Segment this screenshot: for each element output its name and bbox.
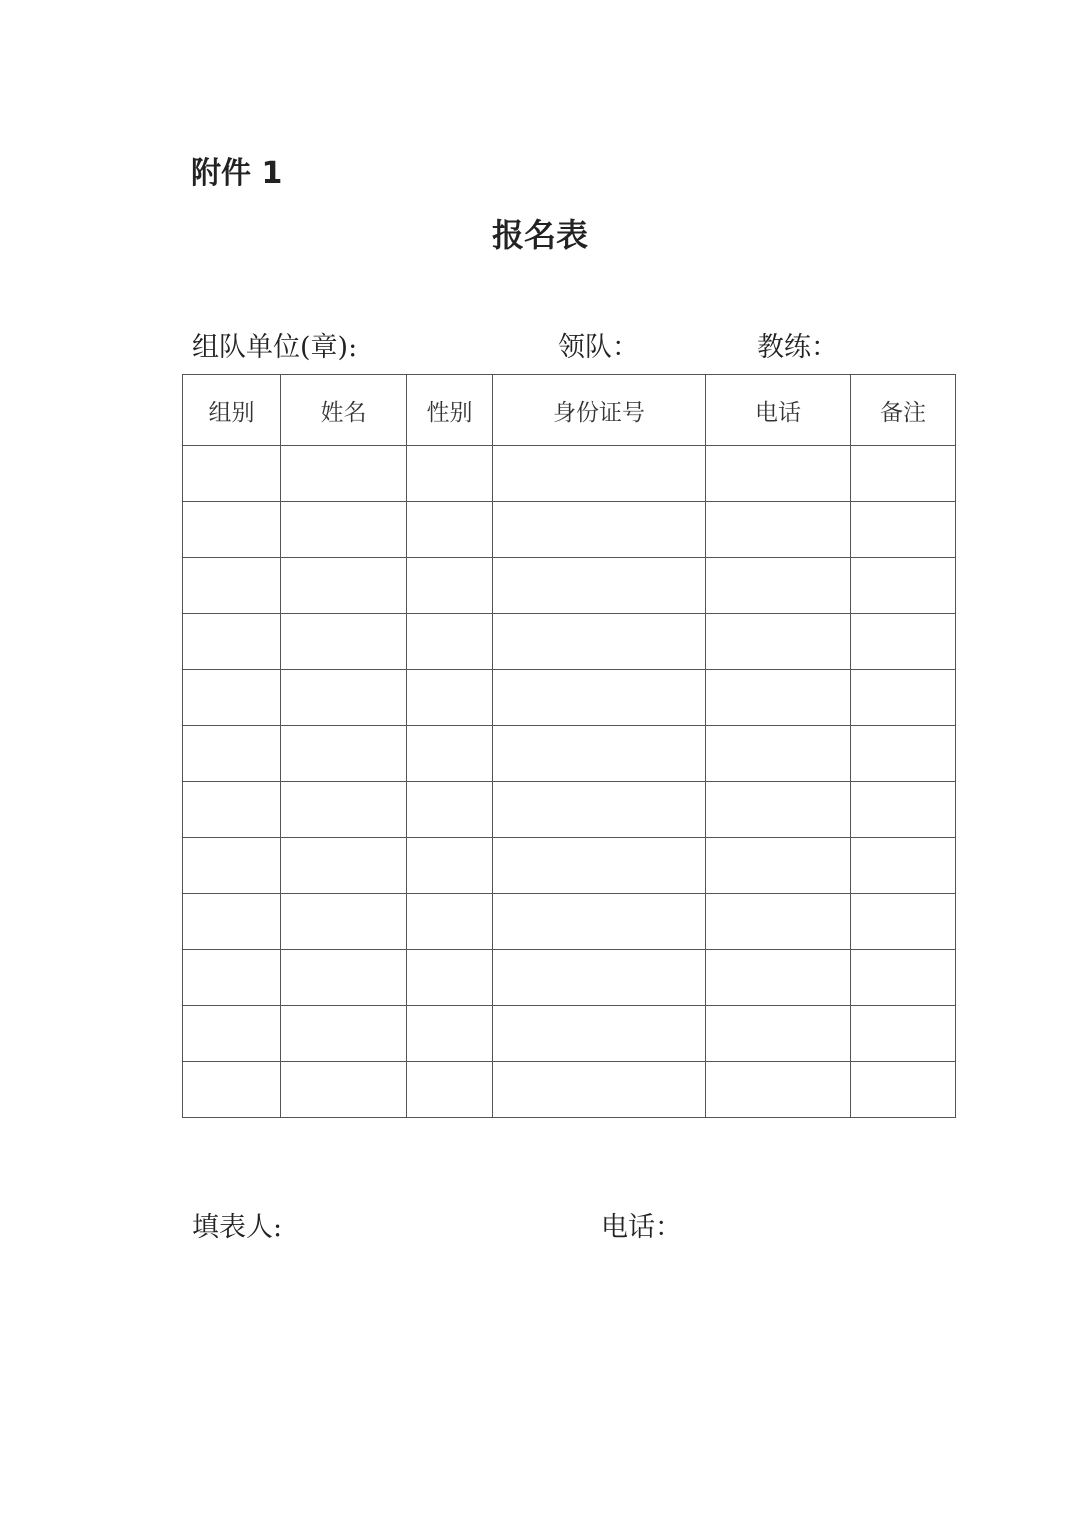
table-cell[interactable]: [706, 1006, 851, 1062]
table-cell[interactable]: [851, 782, 956, 838]
table-cell[interactable]: [851, 894, 956, 950]
table-cell[interactable]: [493, 782, 706, 838]
table-cell[interactable]: [493, 502, 706, 558]
table-row: [183, 558, 956, 614]
table-cell[interactable]: [281, 502, 407, 558]
table-cell[interactable]: [407, 1006, 493, 1062]
table-cell[interactable]: [851, 558, 956, 614]
table-cell[interactable]: [407, 782, 493, 838]
table-cell[interactable]: [493, 558, 706, 614]
table-cell[interactable]: [851, 1006, 956, 1062]
table-cell[interactable]: [851, 446, 956, 502]
table-cell[interactable]: [706, 614, 851, 670]
table-cell[interactable]: [183, 950, 281, 1006]
team-unit-label: 组队单位(章):: [192, 332, 358, 363]
table-cell[interactable]: [183, 558, 281, 614]
table-cell[interactable]: [851, 950, 956, 1006]
table-cell[interactable]: [183, 1062, 281, 1118]
table-cell[interactable]: [281, 558, 407, 614]
table-cell[interactable]: [281, 894, 407, 950]
table-cell[interactable]: [281, 1062, 407, 1118]
table-cell[interactable]: [407, 726, 493, 782]
column-header-group: 组别: [183, 375, 281, 446]
table-row: [183, 502, 956, 558]
table-cell[interactable]: [706, 502, 851, 558]
registration-table: [182, 374, 956, 1118]
table-cell[interactable]: [706, 782, 851, 838]
table-cell[interactable]: [281, 446, 407, 502]
column-header-phone: 电话: [706, 375, 851, 446]
table-header-row: [183, 375, 956, 446]
table-row: [183, 614, 956, 670]
table-cell[interactable]: [851, 726, 956, 782]
table-cell[interactable]: [706, 838, 851, 894]
table-cell[interactable]: [183, 446, 281, 502]
table-cell[interactable]: [281, 670, 407, 726]
table-cell[interactable]: [407, 838, 493, 894]
table-cell[interactable]: [407, 670, 493, 726]
table-cell[interactable]: [407, 894, 493, 950]
filler-label: 填表人:: [192, 1212, 283, 1243]
table-cell[interactable]: [493, 894, 706, 950]
table-cell[interactable]: [407, 446, 493, 502]
table-cell[interactable]: [851, 1062, 956, 1118]
table-cell[interactable]: [183, 614, 281, 670]
table-cell[interactable]: [493, 726, 706, 782]
table-cell[interactable]: [281, 726, 407, 782]
column-header-remarks: 备注: [851, 375, 956, 446]
table-row: [183, 950, 956, 1006]
table-row: [183, 782, 956, 838]
table-cell[interactable]: [493, 1006, 706, 1062]
table-cell[interactable]: [493, 670, 706, 726]
form-title: 报名表: [491, 216, 588, 254]
attachment-label: 附件 1: [191, 156, 283, 191]
table-cell[interactable]: [281, 838, 407, 894]
table-row: [183, 838, 956, 894]
table-cell[interactable]: [281, 782, 407, 838]
table-cell[interactable]: [183, 894, 281, 950]
table-cell[interactable]: [493, 446, 706, 502]
table-cell[interactable]: [706, 558, 851, 614]
column-header-name: 姓名: [281, 375, 407, 446]
table-row: [183, 894, 956, 950]
table-cell[interactable]: [493, 614, 706, 670]
table-cell[interactable]: [706, 1062, 851, 1118]
table-cell[interactable]: [183, 726, 281, 782]
table-cell[interactable]: [407, 950, 493, 1006]
table-cell[interactable]: [281, 950, 407, 1006]
table-cell[interactable]: [281, 614, 407, 670]
table-cell[interactable]: [183, 838, 281, 894]
table-cell[interactable]: [706, 950, 851, 1006]
table-row: [183, 1062, 956, 1118]
coach-label: 教练：: [757, 332, 838, 363]
table-cell[interactable]: [851, 502, 956, 558]
column-header-id-number: 身份证号: [493, 375, 706, 446]
table-cell[interactable]: [183, 782, 281, 838]
table-cell[interactable]: [183, 670, 281, 726]
table-cell[interactable]: [851, 670, 956, 726]
table-cell[interactable]: [183, 1006, 281, 1062]
table-body: [183, 446, 956, 1118]
phone-label: 电话：: [601, 1212, 682, 1243]
table-cell[interactable]: [706, 894, 851, 950]
table-cell[interactable]: [493, 1062, 706, 1118]
table-cell[interactable]: [407, 558, 493, 614]
table-cell[interactable]: [183, 502, 281, 558]
table-row: [183, 726, 956, 782]
table-cell[interactable]: [493, 838, 706, 894]
table-cell[interactable]: [706, 670, 851, 726]
table-cell[interactable]: [281, 1006, 407, 1062]
column-header-gender: 性别: [407, 375, 493, 446]
table-cell[interactable]: [407, 614, 493, 670]
table-cell[interactable]: [706, 726, 851, 782]
table-row: [183, 1006, 956, 1062]
table-cell[interactable]: [407, 1062, 493, 1118]
table-cell[interactable]: [706, 446, 851, 502]
table-cell[interactable]: [493, 950, 706, 1006]
table-cell[interactable]: [407, 502, 493, 558]
table-row: [183, 670, 956, 726]
table-row: [183, 446, 956, 502]
table-cell[interactable]: [851, 614, 956, 670]
team-leader-label: 领队：: [558, 332, 639, 363]
table-cell[interactable]: [851, 838, 956, 894]
